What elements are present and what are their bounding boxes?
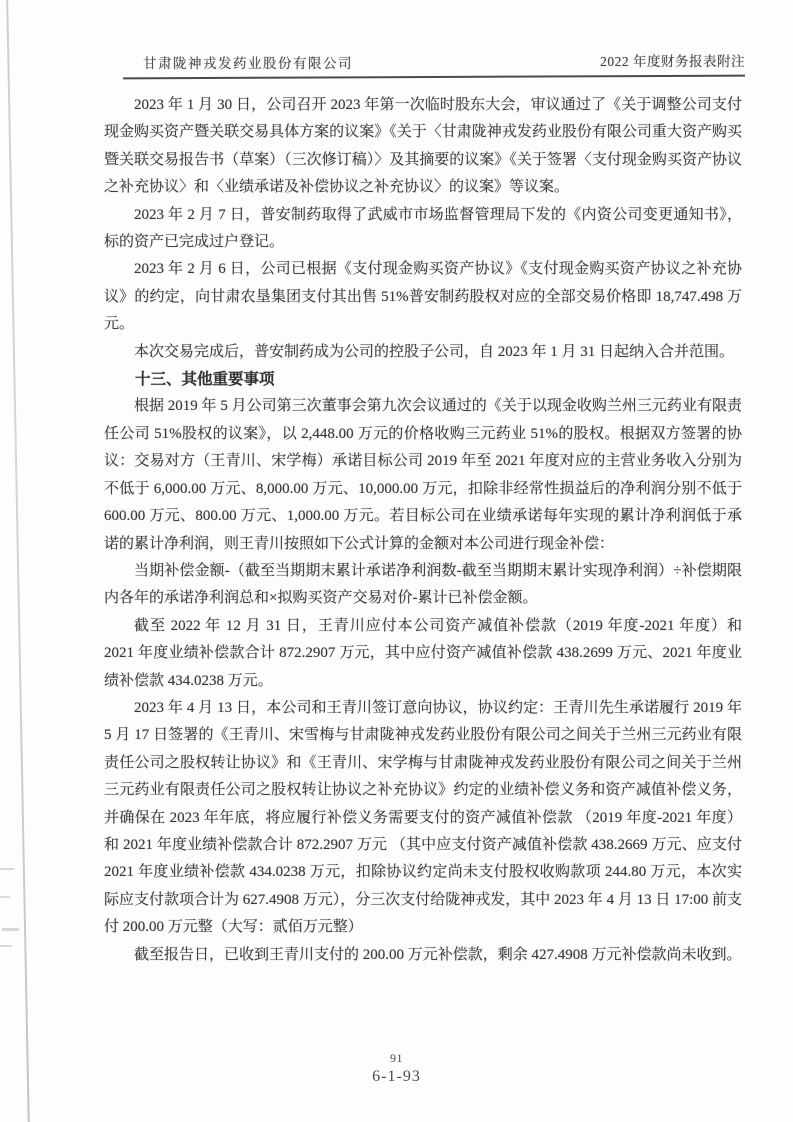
company-name: 甘肃陇神戎发药业股份有限公司 [143,56,353,71]
page-footer [0,1050,793,1088]
document-page-number: 6-1-93 [372,1068,421,1085]
scan-mark [2,928,19,931]
section-heading: 十三、其他重要事项 [135,371,275,389]
paragraph: 本次交易完成后，普安制药成为公司的控股子公司，自 2023 年 1 月 31 日起纳入合并范围。 [134,343,735,360]
paragraph: 截至 2022 年 12 月 31 日，王青川应付本公司资产减值补偿款（2019 年度-2021 年度）和 2021 年度业绩补偿款合计 872.2907 万元，其中应付资产减值补偿款 438.2699 万元、2021 年度业绩补偿款 434.0238 万元。 [104,617,742,689]
paragraph: 根据 2019 年 5 月公司第三次董事会第九次会议通过的《关于以现金收购兰州三元药业有限责任公司 51%股权的议案》，以 2,448.00 万元的价格收购三元药业 51%的股权。根据双方签署的协议：交易对方（王青川、宋学梅）承诺目标公司 2019 年至 2021 年度对应的主营业务收入分别为不低于 6,000.00 万元、8,000.00 万元、10,000.00 万元，扣除非经常性损益后的净利润分别不低于 600.00 万元、800.00 万元、1,000.00 万元。若目标公司在业绩承诺每年实现的累计净利润低于承诺的累计净利润，则王青川按照如下公式计算的金额对本公司进行现金补偿： [104,398,742,552]
scan-mark [0,896,10,898]
paragraph: 2023 年 2 月 6 日，公司已根据《支付现金购买资产协议》《支付现金购买资产协议之补充协议》的约定，向甘肃农垦集团支付其出售 51%普安制药股权对应的全部交易价格即 18,747.498 万元。 [104,261,742,333]
paragraph: 当期补偿金额-（截至当期期末累计承诺净利润数-截至当期期末累计实现净利润）÷补偿期限内各年的承诺净利润总和×拟购买资产交易对价-累计已补偿金额。 [104,562,742,607]
paragraph: 2023 年 2 月 7 日，普安制药取得了武威市市场监督管理局下发的《内资公司变更通知书》，标的资产已完成过户登记。 [104,206,742,251]
paragraph: 截至报告日，已收到王青川支付的 200.00 万元补偿款，剩余 427.4908 万元补偿款尚未收到。 [134,946,742,963]
scan-mark [0,945,12,947]
scan-mark [0,868,14,870]
paragraph: 2023 年 4 月 13 日，本公司和王青川签订意向协议，协议约定：王青川先生承诺履行 2019 年 5 月 17 日签署的《王青川、宋雪梅与甘肃陇神戎发药业股份有限公司之间关于兰州三元药业有限责任公司之股权转让协议》和《王青川、宋学梅与甘肃陇神戎发药业股份有限公司之间关于兰州三元药业有限责任公司之股权转让协议之补充协议》约定的业绩补偿义务和资产减值补偿义务，并确保在 2023 年年底，将应履行补偿义务需要支付的资产减值补偿款 （2019 年度-2021 年度）和 2021 年度业绩补偿款合计 872.2907 万元 （其中应支付资产减值补偿款 438.2669 万元、应支付 2021 年度业绩补偿款 434.0238 万元，扣除协议约定尚未支付股权收购款项 244.80 万元，本次实际应支付款项合计为 627.4908 万元），分三次支付给陇神戎发，其中 2023 年 4 月 13 日 17:00 前支付 200.00 万元整（大写：贰佰万元整） [104,699,742,936]
report-title: 2022 年度财务报表附注 [600,54,745,69]
page-number: 91 [390,1051,403,1065]
scan-edge-line [6,0,30,1122]
document-body [104,92,742,969]
paragraph: 2023 年 1 月 30 日，公司召开 2023 年第一次临时股东大会，审议通过了《关于调整公司支付现金购买资产暨关联交易具体方案的议案》《关于〈甘肃陇神戎发药业股份有限公司重大资产购买暨关联交易报告书（草案）（三次修订稿）〉及其摘要的议案》《关于签署〈支付现金购买资产协议之补充协议〉和〈业绩承诺及补偿协议之补充协议〉的议案》等议案。 [104,97,742,196]
